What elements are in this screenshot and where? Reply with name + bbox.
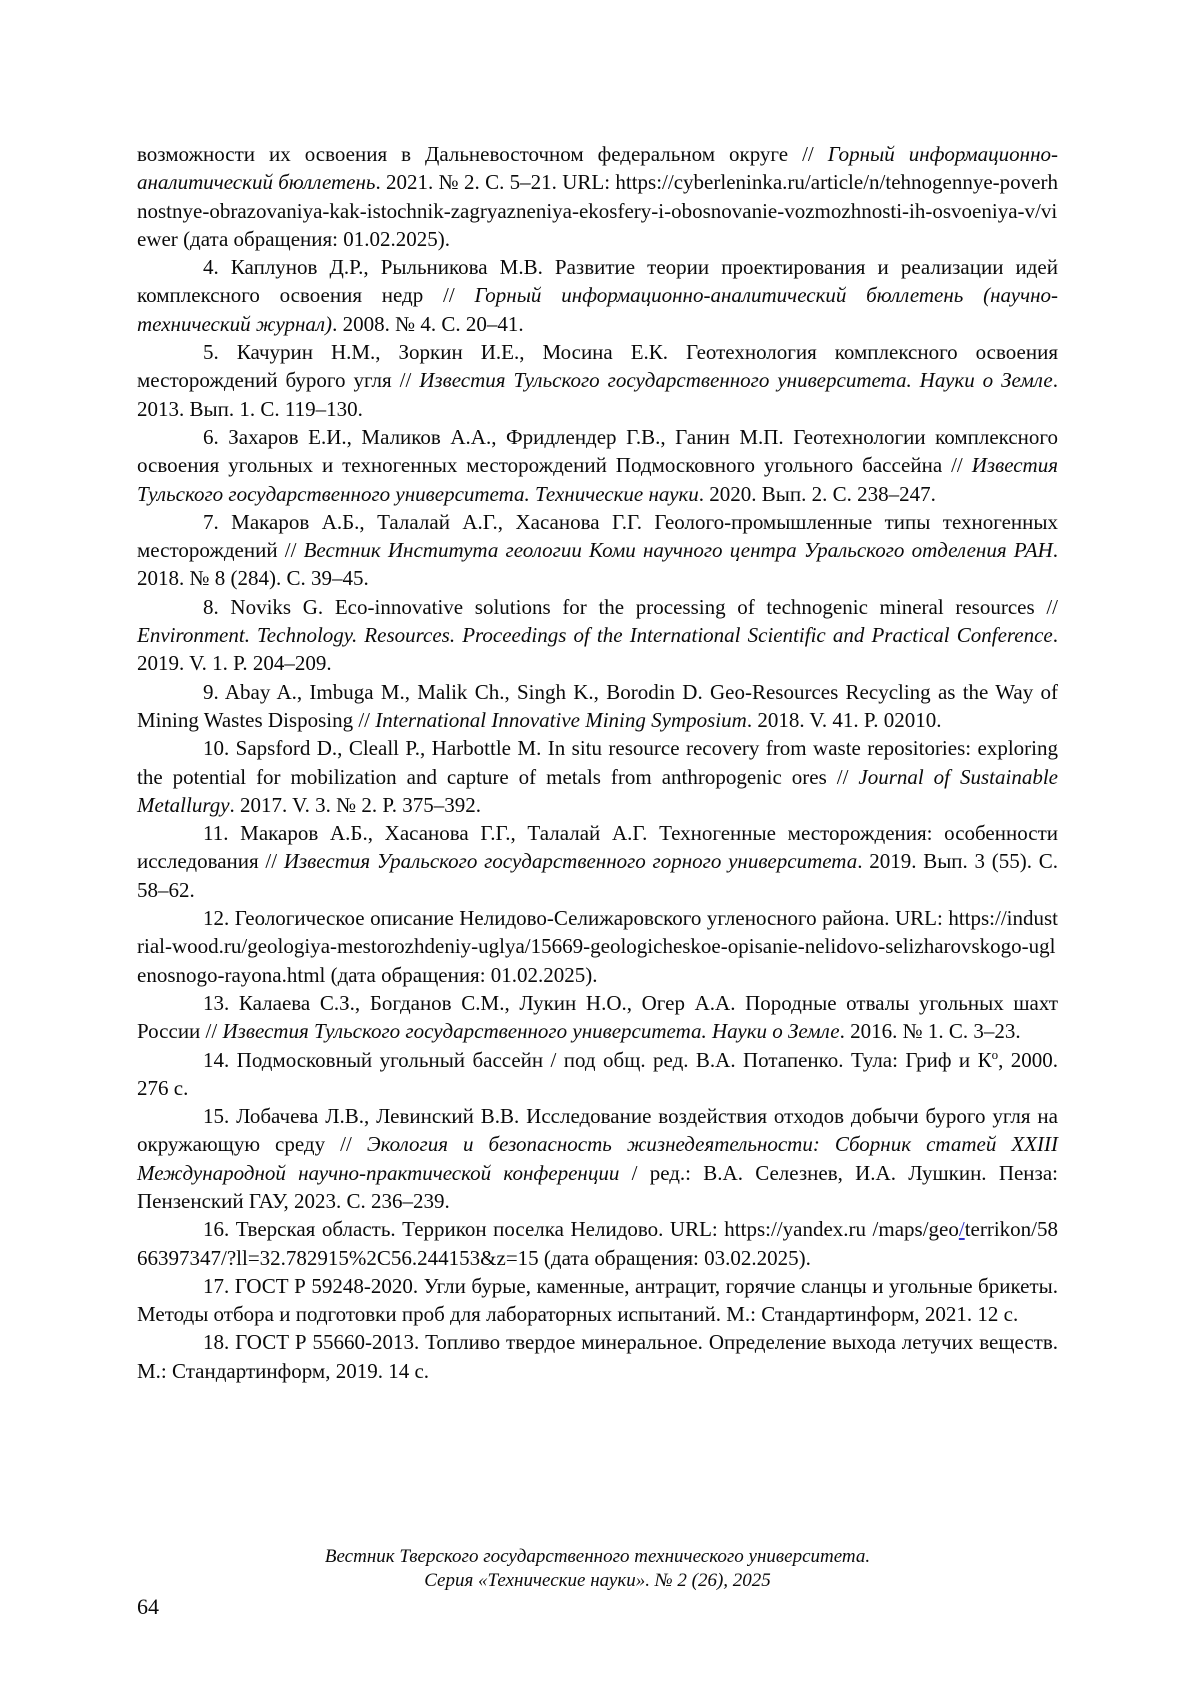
text-run: возможности их освоения в Дальневосточном федеральном округе // [137,142,828,166]
text-run: . 2021. № 2. С. 5–21. URL: [375,170,616,195]
reference-paragraph [137,423,1058,508]
reference-paragraph [137,1272,1058,1329]
text-run: / ред.: В.А. Селезнев, И.А. Лушкин. Пенза: Пензенский ГАУ, 2023. С. 236–239. [137,1160,1058,1213]
text-run: . 2017. V. 3. № 2. P. 375–392. [229,792,481,817]
text-run: Journal of Sustainable Metallurgy [137,764,1058,817]
url-text: https://cyberleninka.ru/article/n/tehnogennye-poverhnostnye-obrazovaniya-kak-istochnik-zagryazneniya-ekosfery-i-obosnovanie-vozmozhnosti-ih-osvoeniya-v/viewer [137,170,1058,251]
url-text: https://yandex.ru /maps/geo [724,1217,959,1242]
hyperlink-fragment[interactable]: / [958,1217,965,1242]
page-number: 64 [137,1594,159,1619]
text-run: . 2019. V. 1. P. 204–209. [137,623,1058,676]
text-run: . 2018. V. 41. P. 02010. [746,707,942,732]
reference-paragraph [137,508,1058,593]
reference-paragraph [137,734,1058,819]
reference-paragraph [137,1328,1058,1385]
text-run: о [991,1046,999,1062]
reference-paragraph [137,338,1058,423]
reference-paragraph [137,253,1058,338]
reference-paragraph [137,1046,1058,1103]
text-run: 18. ГОСТ Р 55660-2013. Топливо твердое минеральное. Определение выхода летучих веществ. М.: Стандартинформ, 2019. 14 с. [137,1330,1058,1383]
reference-paragraph [137,1215,1058,1272]
text-run: . 2020. Вып. 2. С. 238–247. [698,481,936,506]
text-run: Известия Тульского государственного университета. Технические науки [137,453,1058,506]
text-run: (дата обращения: 03.02.2025). [538,1245,811,1270]
text-run: Известия Тульского государственного университета. Науки о Земле [419,368,1053,393]
text-run: . 2019. Вып. 3 (55). С. 58–62. [137,849,1058,902]
text-run: 15. Лобачева Л.В., Левинский В.В. Исследование воздействия отходов добычи бурого угля на окружающую среду // [137,1104,1058,1157]
text-run: 4. Каплунов Д.Р., Рыльникова М.В. Развитие теории проектирования и реализации идей комплексного освоения недр // [137,255,1058,308]
text-run: 9. Abay A., Imbuga M., Malik Ch., Singh K., Borodin D. Geo-Resources Recycling as the Way of Mining Wastes Disposing // [137,679,1058,732]
text-run: Горный информационно-аналитический бюллетень [137,142,1059,195]
footer-journal-title: Вестник Тверского государственного технического университета. [324,1546,871,1567]
text-run: 8. Noviks G. Eco-innovative solutions for the processing of technogenic mineral resources // [203,594,1058,619]
text-run: 13. Калаева С.З., Богданов С.М., Лукин Н.О., Огер А.А. Породные отвалы угольных шахт России // [137,990,1058,1044]
text-run: Горный информационно-аналитический бюллетень (научно-технический журнал) [137,283,1058,336]
reference-paragraph [137,678,1058,735]
text-run: Известия Уральского государственного горного университета [283,849,858,874]
journal-footer [137,1545,1058,1593]
reference-paragraph [137,819,1058,904]
text-run: . 2008. № 4. С. 20–41. [332,311,524,336]
text-run: Экология и безопасность жизнедеятельности: Сборник статей XXIII Международной научно-практической конференции [137,1132,1058,1185]
text-run: (дата обращения: 01.02.2025). [325,962,598,987]
text-run: 7. Макаров А.Б., Талалай А.Г., Хасанова Г.Г. Геолого-промышленные типы техногенных месторождений // [137,509,1058,563]
references-list [137,140,1058,1385]
text-run: (дата обращения: 01.02.2025). [177,226,450,251]
text-run: 16. Тверская область. Террикон поселка Нелидово. URL: [203,1217,725,1242]
text-run: 11. Макаров А.Б., Хасанова Г.Г., Талалай А.Г. Техногенные месторождения: особенности исследования // [137,821,1058,874]
text-run: Известия Тульского государственного университета. Науки о Земле [222,1019,840,1044]
footer-series-issue: Серия «Технические науки». № 2 (26), 2025 [424,1570,771,1591]
text-run: . 2018. № 8 (284). С. 39–45. [137,538,1058,591]
reference-paragraph [137,140,1058,253]
url-text: https://industrial-wood.ru/geologiya-mestorozhdeniy-uglya/15669-geologicheskoe-opisanie-nelidovo-selizharovskogo-uglenosnogo-rayona.html [137,906,1058,987]
text-run: 5. Качурин Н.М., Зоркин И.Е., Мосина Е.К. Геотехнология комплексного освоения месторождений бурого угля // [137,340,1058,393]
text-run: . 2013. Вып. 1. С. 119–130. [137,368,1058,421]
text-run: 12. Геологическое описание Нелидово-Селижаровского угленосного района. URL: [203,906,949,931]
reference-paragraph [137,989,1058,1046]
text-run: , 2000. 276 с. [137,1047,1058,1100]
text-run: International Innovative Mining Symposium [375,707,747,732]
text-run: . 2016. № 1. С. 3–23. [839,1019,1021,1044]
text-run: Environment. Technology. Resources. Proceedings of the International Scientific and Practical Conference [137,623,1053,648]
reference-paragraph [137,593,1058,678]
reference-paragraph [137,904,1058,989]
text-run: Вестник Института геологии Коми научного центра Уральского отделения РАН [303,538,1053,563]
url-text: terrikon/5866397347/?ll=32.782915%2C56.244153&z=15 [137,1217,1058,1270]
text-run: 14. Подмосковный угольный бассейн / под общ. ред. В.А. Потапенко. Тула: Гриф и К [203,1047,992,1072]
text-run: 10. Sapsford D., Cleall P., Harbottle M. In situ resource recovery from waste repositories: exploring the potential for mobilization and capture of metals from anthropogenic ores // [137,736,1058,789]
text-run: 6. Захаров Е.И., Маликов А.А., Фридлендер Г.В., Ганин М.П. Геотехнологии комплексного освоения угольных и техногенных месторождений Подмосковного угольного бассейна // [137,424,1058,478]
text-run: 17. ГОСТ Р 59248-2020. Угли бурые, каменные, антрацит, горячие сланцы и угольные брикеты. Методы отбора и подготовки проб для лабораторных испытаний. М.: Стандартинформ, 2021. 12 с. [137,1273,1058,1327]
reference-paragraph [137,1102,1058,1215]
